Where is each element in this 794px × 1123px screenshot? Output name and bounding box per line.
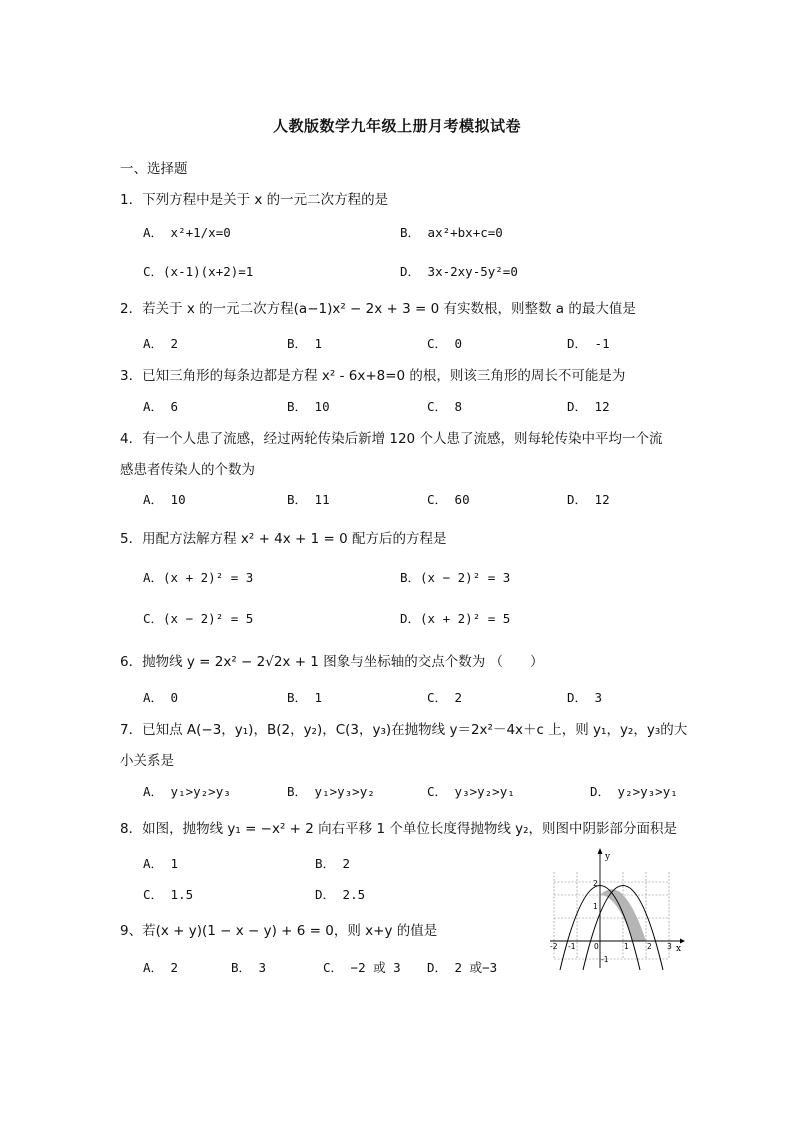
question-1-option-b: B． ax²+bx+c=0 bbox=[400, 225, 503, 240]
x-tick-label: 0 bbox=[594, 942, 599, 951]
question-2-stem: 2．若关于 x 的一元二次方程(a−1)x² − 2x + 3 = 0 有实数根，则整数 a 的最大值是 bbox=[120, 301, 636, 317]
question-4-option-d: D． 12 bbox=[567, 492, 610, 507]
question-4-option-a: A． 10 bbox=[143, 492, 186, 507]
question-7-stem-line2: 小关系是 bbox=[120, 753, 174, 769]
question-9-option-a: A． 2 bbox=[143, 960, 179, 975]
question-3-option-b: B． 10 bbox=[287, 399, 330, 414]
question-9-option-b: B． 3 bbox=[231, 960, 267, 975]
question-6-option-c: C． 2 bbox=[427, 690, 463, 705]
y-tick-label: 2 bbox=[593, 879, 598, 888]
question-6-option-b: B． 1 bbox=[287, 690, 323, 705]
question-2-option-a: A． 2 bbox=[143, 336, 179, 351]
question-5-stem: 5．用配方法解方程 x² + 4x + 1 = 0 配方后的方程是 bbox=[120, 531, 447, 547]
question-8-option-a: A． 1 bbox=[143, 856, 179, 871]
question-3-stem: 3．已知三角形的每条边都是方程 x² - 6x+8=0 的根，则该三角形的周长不可能是为 bbox=[120, 368, 626, 384]
question-3-option-c: C． 8 bbox=[427, 399, 463, 414]
question-8-stem: 8．如图，抛物线 y₁ = −x² + 2 向右平移 1 个单位长度得抛物线 y₂，则图中阴影部分面积是 bbox=[120, 821, 678, 837]
question-5-option-d: D．(x + 2)² = 5 bbox=[400, 611, 511, 626]
x-axis-label: x bbox=[676, 944, 682, 954]
question-8-option-c: C． 1.5 bbox=[143, 887, 194, 902]
question-9-option-d: D． 2 或−3 bbox=[427, 960, 498, 975]
question-2-option-c: C． 0 bbox=[427, 336, 463, 351]
x-tick-label: 3 bbox=[667, 942, 672, 951]
question-7-option-a: A． y₁>y₂>y₃ bbox=[143, 784, 231, 799]
question-1-option-d: D． 3x-2xy-5y²=0 bbox=[400, 264, 518, 279]
question-7-option-d: D． y₂>y₃>y₁ bbox=[590, 784, 678, 799]
x-tick-label: -1 bbox=[568, 942, 576, 951]
question-1-stem: 1．下列方程中是关于 x 的一元二次方程的是 bbox=[120, 192, 389, 208]
x-tick-label: 2 bbox=[647, 942, 652, 951]
question-6-option-d: D． 3 bbox=[567, 690, 603, 705]
question-7-option-b: B． y₁>y₃>y₂ bbox=[287, 784, 375, 799]
question-5-option-c: C．(x − 2)² = 5 bbox=[143, 611, 254, 626]
question-5-option-a: A．(x + 2)² = 3 bbox=[143, 570, 254, 585]
x-axis-arrow-icon bbox=[680, 939, 685, 944]
x-tick-label: -2 bbox=[550, 942, 558, 951]
question-4-stem-line1: 4．有一个人患了流感，经过两轮传染后新增 120 个人患了流感，则每轮传染中平均一个流 bbox=[120, 431, 663, 447]
question-9-option-c: C． −2 或 3 bbox=[323, 960, 401, 975]
question-6-option-a: A． 0 bbox=[143, 690, 179, 705]
question-7-option-c: C． y₃>y₂>y₁ bbox=[427, 784, 515, 799]
question-5-option-b: B．(x − 2)² = 3 bbox=[400, 570, 511, 585]
question-6-stem: 6．抛物线 y = 2x² − 2√2x + 1 图象与坐标轴的交点个数为 （ ） bbox=[120, 654, 544, 670]
question-8-option-d: D． 2.5 bbox=[315, 887, 366, 902]
question-8-option-b: B． 2 bbox=[315, 856, 351, 871]
question-4-option-c: C． 60 bbox=[427, 492, 470, 507]
y-tick-label: -1 bbox=[601, 955, 609, 964]
question-9-stem: 9、若(x + y)(1 − x − y) + 6 = 0，则 x+y 的值是 bbox=[120, 923, 438, 939]
question-3-option-a: A． 6 bbox=[143, 399, 179, 414]
question-4-option-b: B． 11 bbox=[287, 492, 330, 507]
question-2-option-d: D． -1 bbox=[567, 336, 610, 351]
question-3-option-d: D． 12 bbox=[567, 399, 610, 414]
y-axis-label: y bbox=[605, 852, 611, 862]
section-heading: 一、选择题 bbox=[120, 161, 188, 177]
page-title: 人教版数学九年级上册月考模拟试卷 bbox=[272, 117, 521, 135]
y-tick-label: 1 bbox=[593, 902, 598, 911]
x-tick-label: 1 bbox=[624, 942, 629, 951]
question-4-stem-line2: 感患者传染人的个数为 bbox=[120, 462, 255, 478]
question-1-option-c: C．(x-1)(x+2)=1 bbox=[143, 264, 254, 279]
question-1-option-a: A． x²+1/x=0 bbox=[143, 225, 231, 240]
parabola-figure bbox=[548, 846, 688, 970]
question-2-option-b: B． 1 bbox=[287, 336, 323, 351]
question-7-stem-line1: 7．已知点 A(−3，y₁)，B(2，y₂)，C(3，y₃)在抛物线 y＝2x²－4x＋c 上，则 y₁，y₂，y₃的大 bbox=[120, 722, 688, 738]
y-axis-arrow-icon bbox=[598, 848, 603, 854]
